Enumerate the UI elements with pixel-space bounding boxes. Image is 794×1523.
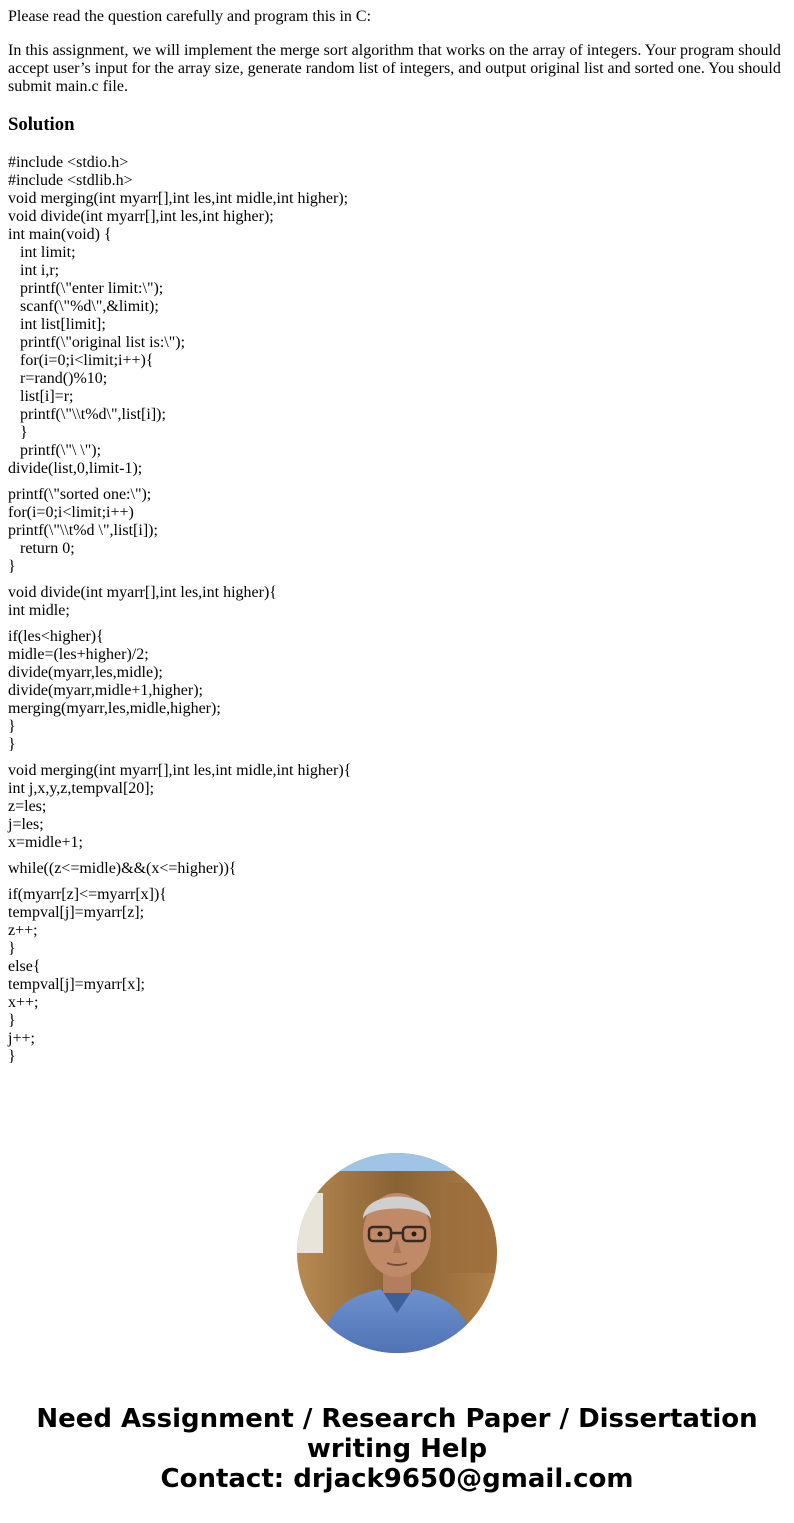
banner-line-2: writing Help <box>306 1434 488 1464</box>
code-line: for(i=0;i<limit;i++) <box>8 504 134 521</box>
code-blank-line <box>8 878 786 886</box>
code-blank-line <box>8 852 786 860</box>
code-line: } <box>8 1048 16 1065</box>
code-line: tempval[j]=myarr[z]; <box>8 904 145 921</box>
code-line: printf(\"\\t%d\",list[i]); <box>8 406 166 423</box>
code-line: int midle; <box>8 602 70 619</box>
code-blank-line <box>8 620 786 628</box>
code-blank-line <box>8 576 786 584</box>
document-body <box>8 0 786 1066</box>
question-intro: Please read the question carefully and program this in C: <box>8 8 372 25</box>
code-line: z++; <box>8 922 38 939</box>
code-line: } <box>8 718 16 735</box>
author-photo-icon <box>297 1153 497 1353</box>
code-line: if(myarr[z]<=myarr[x]){ <box>8 886 167 903</box>
solution-heading: Solution <box>8 114 75 135</box>
banner-line-1: Need Assignment / Research Paper / Dissertation <box>36 1404 758 1434</box>
code-line: else{ <box>8 958 41 975</box>
code-line: scanf(\"%d\",&limit); <box>8 298 159 315</box>
code-line: int i,r; <box>8 262 60 279</box>
question-body: In this assignment, we will implement the merge sort algorithm that works on the array of integers. Your program should accept user’s input for the array size, generate random list of integers, and output original list and sorted one. You should submit main.c file. <box>8 42 781 95</box>
code-line: int main(void) { <box>8 226 112 243</box>
code-line: return 0; <box>8 540 75 557</box>
code-line: r=rand()%10; <box>8 370 108 387</box>
code-line: void merging(int myarr[],int les,int midle,int higher); <box>8 190 349 207</box>
code-line: for(i=0;i<limit;i++){ <box>8 352 154 369</box>
author-avatar <box>297 1153 497 1353</box>
code-line: j=les; <box>8 816 44 833</box>
code-line: midle=(les+higher)/2; <box>8 646 149 663</box>
code-line: merging(myarr,les,midle,higher); <box>8 700 221 717</box>
code-line: void divide(int myarr[],int les,int higher){ <box>8 584 277 601</box>
code-line: divide(myarr,les,midle); <box>8 664 163 681</box>
code-line: int limit; <box>8 244 76 261</box>
code-line: #include <stdio.h> <box>8 154 129 171</box>
code-line: void divide(int myarr[],int les,int higher); <box>8 208 274 225</box>
code-line: printf(\"\ \"); <box>8 442 102 459</box>
code-blank-line <box>8 478 786 486</box>
code-line: int j,x,y,z,tempval[20]; <box>8 780 155 797</box>
code-line: printf(\"original list is:\"); <box>8 334 186 351</box>
code-blank-line <box>8 754 786 762</box>
code-line: if(les<higher){ <box>8 628 104 645</box>
code-line: } <box>8 558 16 575</box>
code-line: x=midle+1; <box>8 834 83 851</box>
contact-banner <box>0 1404 794 1494</box>
code-line: j++; <box>8 1030 35 1047</box>
code-line: } <box>8 424 28 441</box>
code-line: divide(myarr,midle+1,higher); <box>8 682 203 699</box>
banner-line-3: Contact: drjack9650@gmail.com <box>160 1464 634 1494</box>
code-line: printf(\"\\t%d \",list[i]); <box>8 522 158 539</box>
code-line: while((z<=midle)&&(x<=higher)){ <box>8 860 237 877</box>
code-line: } <box>8 736 16 753</box>
code-line: } <box>8 940 16 957</box>
solution-code <box>8 154 786 1066</box>
code-line: divide(list,0,limit-1); <box>8 460 143 477</box>
code-line: x++; <box>8 994 39 1011</box>
code-line: printf(\"sorted one:\"); <box>8 486 152 503</box>
code-line: int list[limit]; <box>8 316 106 333</box>
code-line: void merging(int myarr[],int les,int midle,int higher){ <box>8 762 352 779</box>
code-line: #include <stdlib.h> <box>8 172 133 189</box>
code-line: z=les; <box>8 798 47 815</box>
code-line: } <box>8 1012 16 1029</box>
code-line: tempval[j]=myarr[x]; <box>8 976 145 993</box>
code-line: printf(\"enter limit:\"); <box>8 280 164 297</box>
code-line: list[i]=r; <box>8 388 74 405</box>
